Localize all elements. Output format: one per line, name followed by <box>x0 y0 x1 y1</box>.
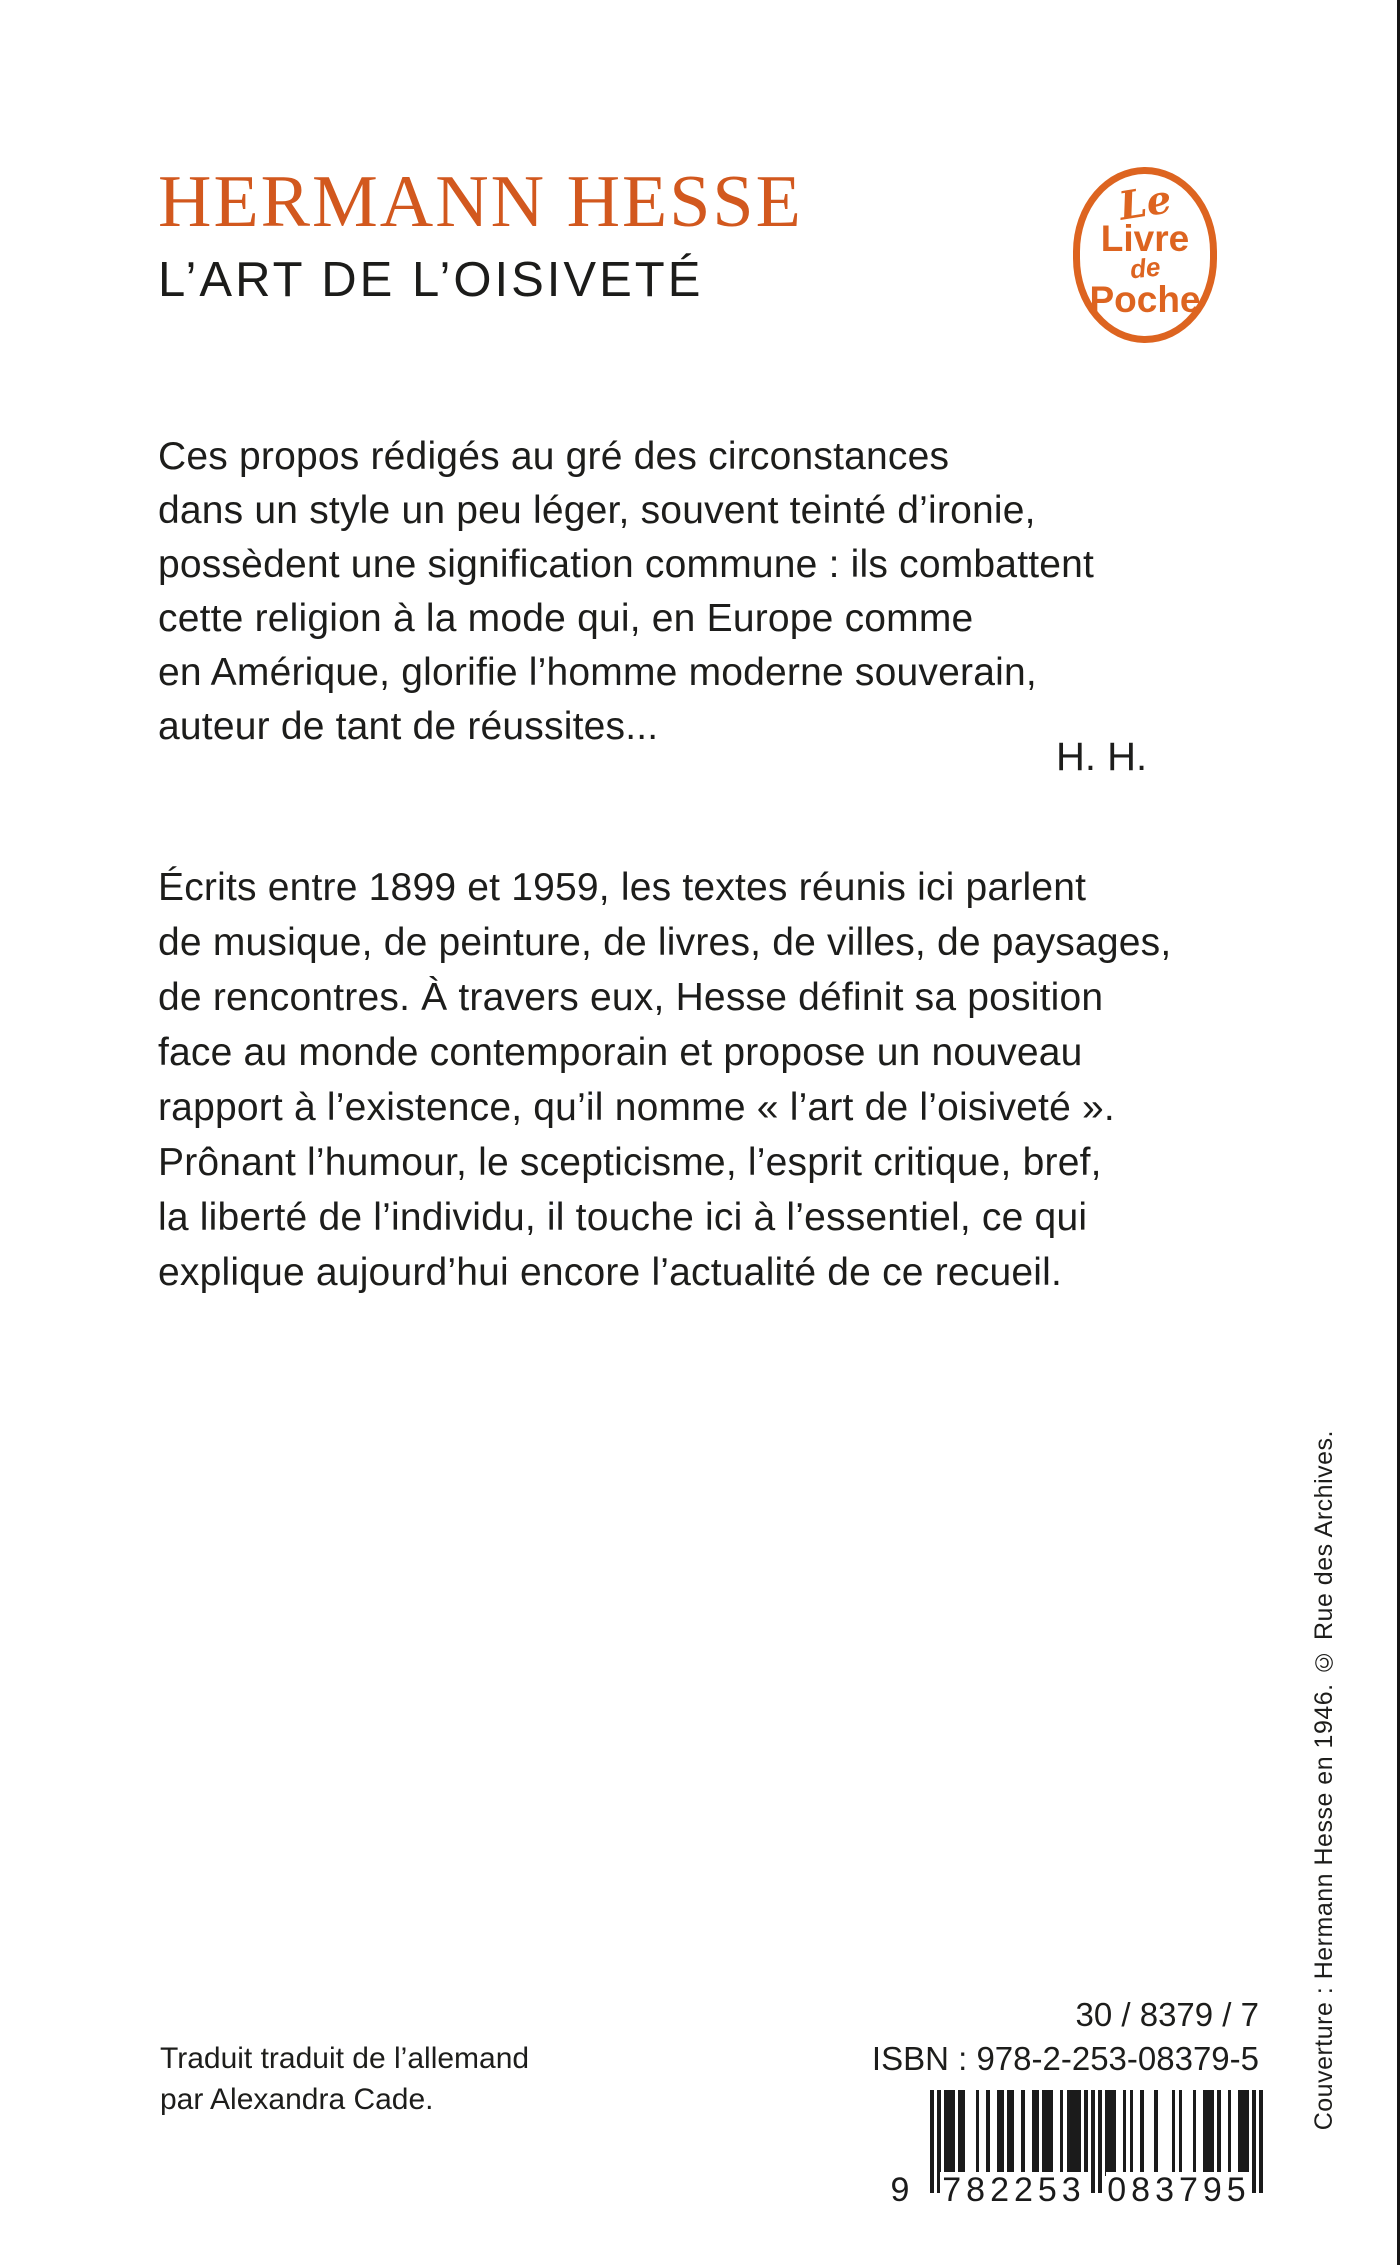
summary-line: Prônant l’humour, le scepticisme, l’esprit critique, bref, <box>158 1141 1102 1184</box>
publisher-logo <box>1073 167 1217 343</box>
barcode-digits-left: 782253 <box>940 2172 1088 2208</box>
summary-line: de rencontres. À travers eux, Hesse définit sa position <box>158 976 1104 1019</box>
quote-line: en Amérique, glorifie l’homme moderne souverain, <box>158 651 1037 694</box>
summary-paragraph <box>158 860 1238 1300</box>
summary-line: Écrits entre 1899 et 1959, les textes réunis ici parlent <box>158 866 1087 909</box>
logo-word-poche: Poche <box>1089 279 1201 320</box>
barcode-digit-first: 9 <box>890 2171 910 2209</box>
quote-line: dans un style un peu léger, souvent teinté d’ironie, <box>158 489 1036 532</box>
summary-line: explique aujourd’hui encore l’actualité de ce recueil. <box>158 1251 1063 1294</box>
serial-number: 30 / 8379 / 7 <box>1075 1996 1259 2033</box>
quote-paragraph <box>158 430 1203 754</box>
quote-line: Ces propos rédigés au gré des circonstances <box>158 435 950 478</box>
barcode <box>890 2090 1263 2212</box>
isbn-number: ISBN : 978-2-253-08379-5 <box>871 2040 1259 2077</box>
barcode-module <box>1259 2090 1263 2193</box>
summary-line: de musique, de peinture, de livres, de villes, de paysages, <box>158 921 1172 964</box>
logo-word-de: de <box>1128 251 1162 285</box>
quote-line: auteur de tant de réussites... <box>158 705 659 748</box>
summary-line: rapport à l’existence, qu’il nomme « l’art de l’oisiveté ». <box>158 1086 1115 1129</box>
photo-credit: Couverture : Hermann Hesse en 1946. © Rue des Archives. <box>1310 1429 1338 2130</box>
quote-signature: H. H. <box>1056 735 1148 779</box>
logo-word-livre: Livre <box>1100 218 1190 259</box>
translation-credit-line: par Alexandra Cade. <box>160 2083 434 2116</box>
logo-word-le: Le <box>1115 176 1175 230</box>
author-name: HERMANN HESSE <box>158 161 803 243</box>
book-title: L’ART DE L’OISIVETÉ <box>158 253 704 307</box>
summary-line: la liberté de l’individu, il touche ici à l’essentiel, ce qui <box>158 1196 1088 1239</box>
quote-line: possèdent une signification commune : ils combattent <box>158 543 1095 586</box>
translation-credit-line: Traduit traduit de l’allemand <box>160 2042 530 2075</box>
barcode-digits-right: 083795 <box>1107 2171 1251 2209</box>
quote-line: cette religion à la mode qui, en Europe comme <box>158 597 974 640</box>
translation-credit <box>160 2038 529 2120</box>
summary-line: face au monde contemporain et propose un nouveau <box>158 1031 1083 1074</box>
